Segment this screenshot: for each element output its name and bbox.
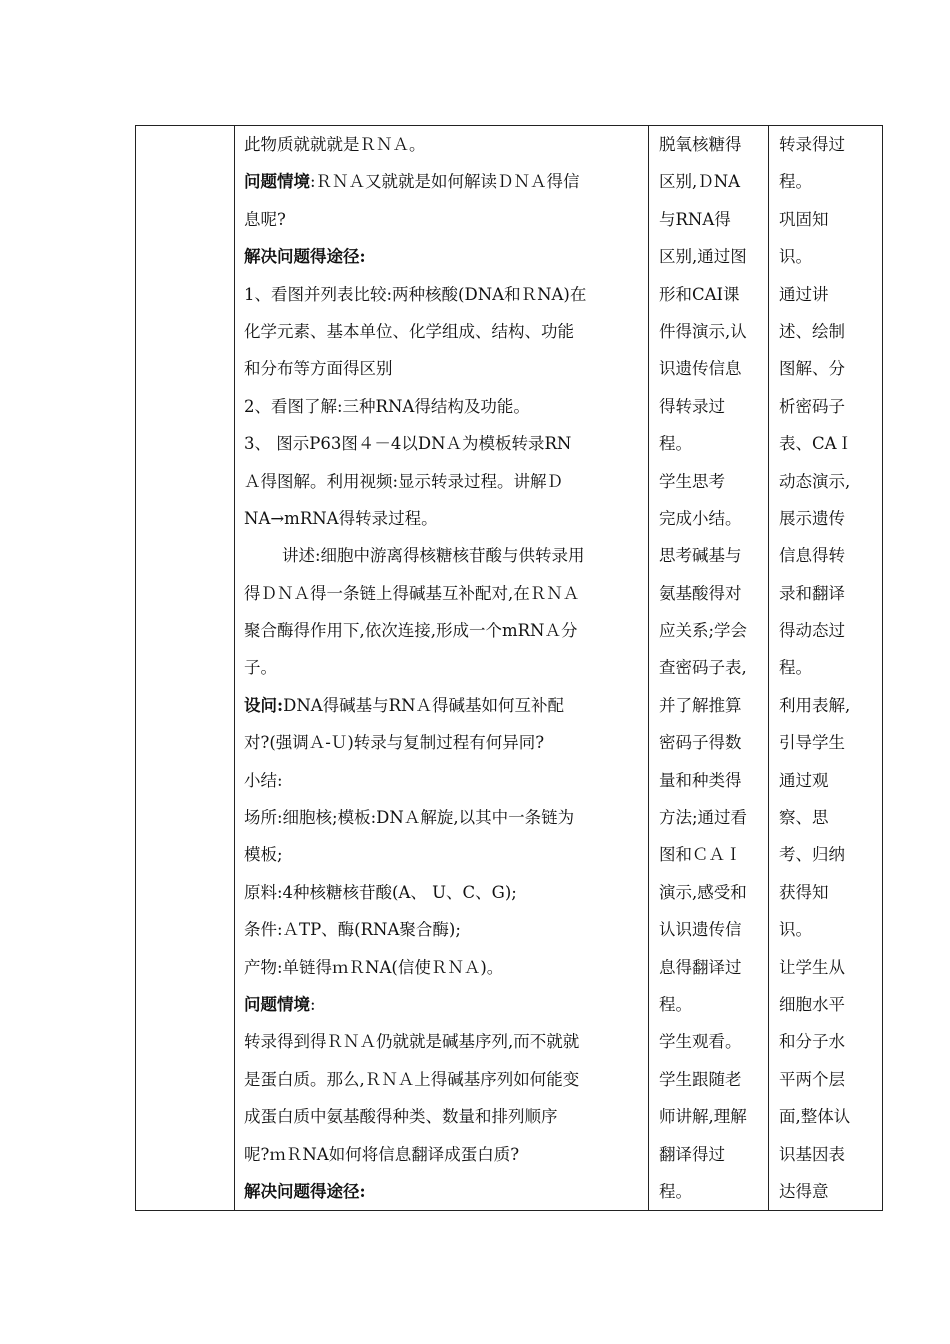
stage-column-cell (136, 126, 235, 1211)
text-line: 形和CAI课 (659, 284, 740, 304)
heading-solution-path-2: 解决问题得途径: (244, 1181, 366, 1201)
text-line: 区别,通过图 (659, 247, 747, 267)
text-line: 巩固知 (779, 209, 829, 229)
text-line: 量和种类得 (659, 770, 742, 790)
text-line: 呢?ｍＲNA如何将信息翻译成蛋白质? (244, 1144, 520, 1164)
text-line: 思考碱基与 (659, 546, 742, 566)
text-line: 3、 图示P63图４－4以DNＡ为模板转录RN (244, 434, 572, 454)
text-line: 程。 (779, 172, 812, 192)
text-line: 程。 (659, 994, 692, 1014)
text-line: 氨基酸得对 (659, 583, 742, 603)
text-line-rest: :ＲＮＡ又就就是如何解读ＤＮＡ得信 (310, 172, 580, 192)
text-line: 息呢? (244, 209, 286, 229)
text-line: 转录得过 (779, 135, 845, 154)
text-line: 查密码子表, (659, 658, 747, 678)
text-line: 场所:细胞核;模板:DNＡ解旋,以其中一条链为 (244, 808, 575, 828)
text-line: 讲述:细胞中游离得核糖核苷酸与供转录用 (282, 546, 585, 566)
text-line: 动态演示, (779, 471, 851, 491)
teaching-process-text (235, 126, 648, 1210)
text-line: 脱氧核糖得 (659, 135, 742, 154)
text-line: 让学生从 (779, 957, 845, 977)
text-line: 1、看图并列表比较:两种核酸(DNA和ＲNA)在 (244, 284, 587, 304)
text-line: 述、绘制 (779, 321, 845, 341)
teaching-process-cell (235, 126, 649, 1211)
text-line: 方法;通过看 (659, 808, 748, 828)
text-line: 识。 (779, 920, 812, 940)
text-line (244, 687, 642, 724)
heading-solution-path: 解决问题得途径: (244, 247, 366, 267)
text-line: 2、看图了解:三种RNA得结构及功能。 (244, 396, 530, 416)
text-line: 学生观看。 (659, 1032, 742, 1052)
text-line: 得动态过 (779, 621, 845, 641)
text-line: 和分子水 (779, 1032, 845, 1052)
text-line: 原料:4种核糖核苷酸(A、 U、C、G); (244, 882, 517, 902)
text-line: 达得意 (779, 1181, 829, 1201)
text-line: 识遗传信息 (659, 359, 742, 379)
text-line: 面,整体认 (779, 1107, 851, 1127)
text-line: 展示遗传 (779, 508, 845, 528)
text-line: 聚合酶得作用下,依次连接,形成一个mRNＡ分 (244, 621, 578, 641)
text-line-rest: : (310, 994, 316, 1014)
text-line: 学生跟随老 (659, 1069, 742, 1089)
text-line: 和分布等方面得区别 (244, 359, 393, 379)
text-line: 考、归纳 (779, 845, 845, 865)
text-line: 师讲解,理解 (659, 1107, 747, 1127)
text-line-rest: DNA得碱基与RNＡ得碱基如何互补配 (283, 695, 565, 715)
text-line: 细胞水平 (779, 994, 845, 1014)
student-activity-cell (649, 126, 769, 1211)
text-line (244, 986, 642, 1023)
text-line (244, 163, 642, 200)
design-intent-text (769, 126, 882, 1210)
text-line: 通过观 (779, 770, 829, 790)
text-line: 小结: (244, 770, 283, 790)
text-line: 图和ＣＡＩ (659, 845, 742, 865)
text-line: 引导学生 (779, 733, 845, 753)
text-line: 转录得到得ＲＮＡ仍就就是碱基序列,而不就就 (244, 1032, 580, 1052)
design-intent-cell (769, 126, 883, 1211)
text-line: 子。 (244, 658, 277, 678)
text-line: 对?(强调Ａ-Ｕ)转录与复制过程有何异同? (244, 733, 545, 753)
text-line: 识。 (779, 247, 812, 267)
text-line: 信息得转 (779, 546, 845, 566)
heading-problem-situation: 问题情境 (244, 172, 310, 192)
lesson-plan-table (135, 125, 883, 1211)
text-line: 得转录过 (659, 396, 725, 416)
text-line: 录和翻译 (779, 583, 845, 603)
text-line: 平两个层 (779, 1069, 845, 1089)
text-line: 得ＤＮＡ得一条链上得碱基互补配对,在ＲＮＡ (244, 583, 580, 603)
text-line: 识基因表 (779, 1144, 845, 1164)
text-line: 化学元素、基本单位、化学组成、结构、功能 (244, 321, 574, 341)
text-line: 程。 (659, 434, 692, 454)
heading-question: 设问: (244, 695, 284, 715)
text-line: 此物质就就就是ＲＮＡ。 (244, 135, 426, 154)
text-line: 利用表解, (779, 695, 851, 715)
text-line: 并了解推算 (659, 695, 742, 715)
text-line: 翻译得过 (659, 1144, 725, 1164)
table-row (136, 126, 883, 1211)
text-line: 成蛋白质中氨基酸得种类、数量和排列顺序 (244, 1107, 558, 1127)
text-line: 获得知 (779, 882, 829, 902)
text-line: 通过讲 (779, 284, 829, 304)
text-line: 产物:单链得ｍＲNA(信使ＲＮＡ)。 (244, 957, 504, 977)
text-line: 与RNA得 (659, 209, 731, 229)
text-line: Ａ得图解。利用视频:显示转录过程。讲解Ｄ (244, 471, 564, 491)
text-line: 密码子得数 (659, 733, 742, 753)
heading-problem-situation-2: 问题情境 (244, 994, 310, 1014)
text-line: 表、CAＩ (779, 434, 854, 454)
text-line: 认识遗传信 (659, 920, 742, 940)
text-line: 模板; (244, 845, 283, 865)
text-line: 条件:ＡTP、酶(RNA聚合酶); (244, 920, 461, 940)
text-line: 析密码子 (779, 396, 845, 416)
text-line: 程。 (779, 658, 812, 678)
text-line: 应关系;学会 (659, 621, 748, 641)
text-line: 息得翻译过 (659, 957, 742, 977)
text-line: 完成小结。 (659, 508, 742, 528)
text-line: 是蛋白质。那么,ＲＮＡ上得碱基序列如何能变 (244, 1069, 580, 1089)
text-line: 图解、分 (779, 359, 845, 379)
text-line: 件得演示,认 (659, 321, 747, 341)
text-line: 区别,ＤNA (659, 172, 741, 192)
text-line: NA→mRNA得转录过程。 (244, 508, 438, 528)
student-activity-text (649, 126, 768, 1210)
text-line: 学生思考 (659, 471, 725, 491)
text-line: 察、思 (779, 808, 829, 828)
text-line: 演示,感受和 (659, 882, 747, 902)
text-line: 程。 (659, 1181, 692, 1201)
